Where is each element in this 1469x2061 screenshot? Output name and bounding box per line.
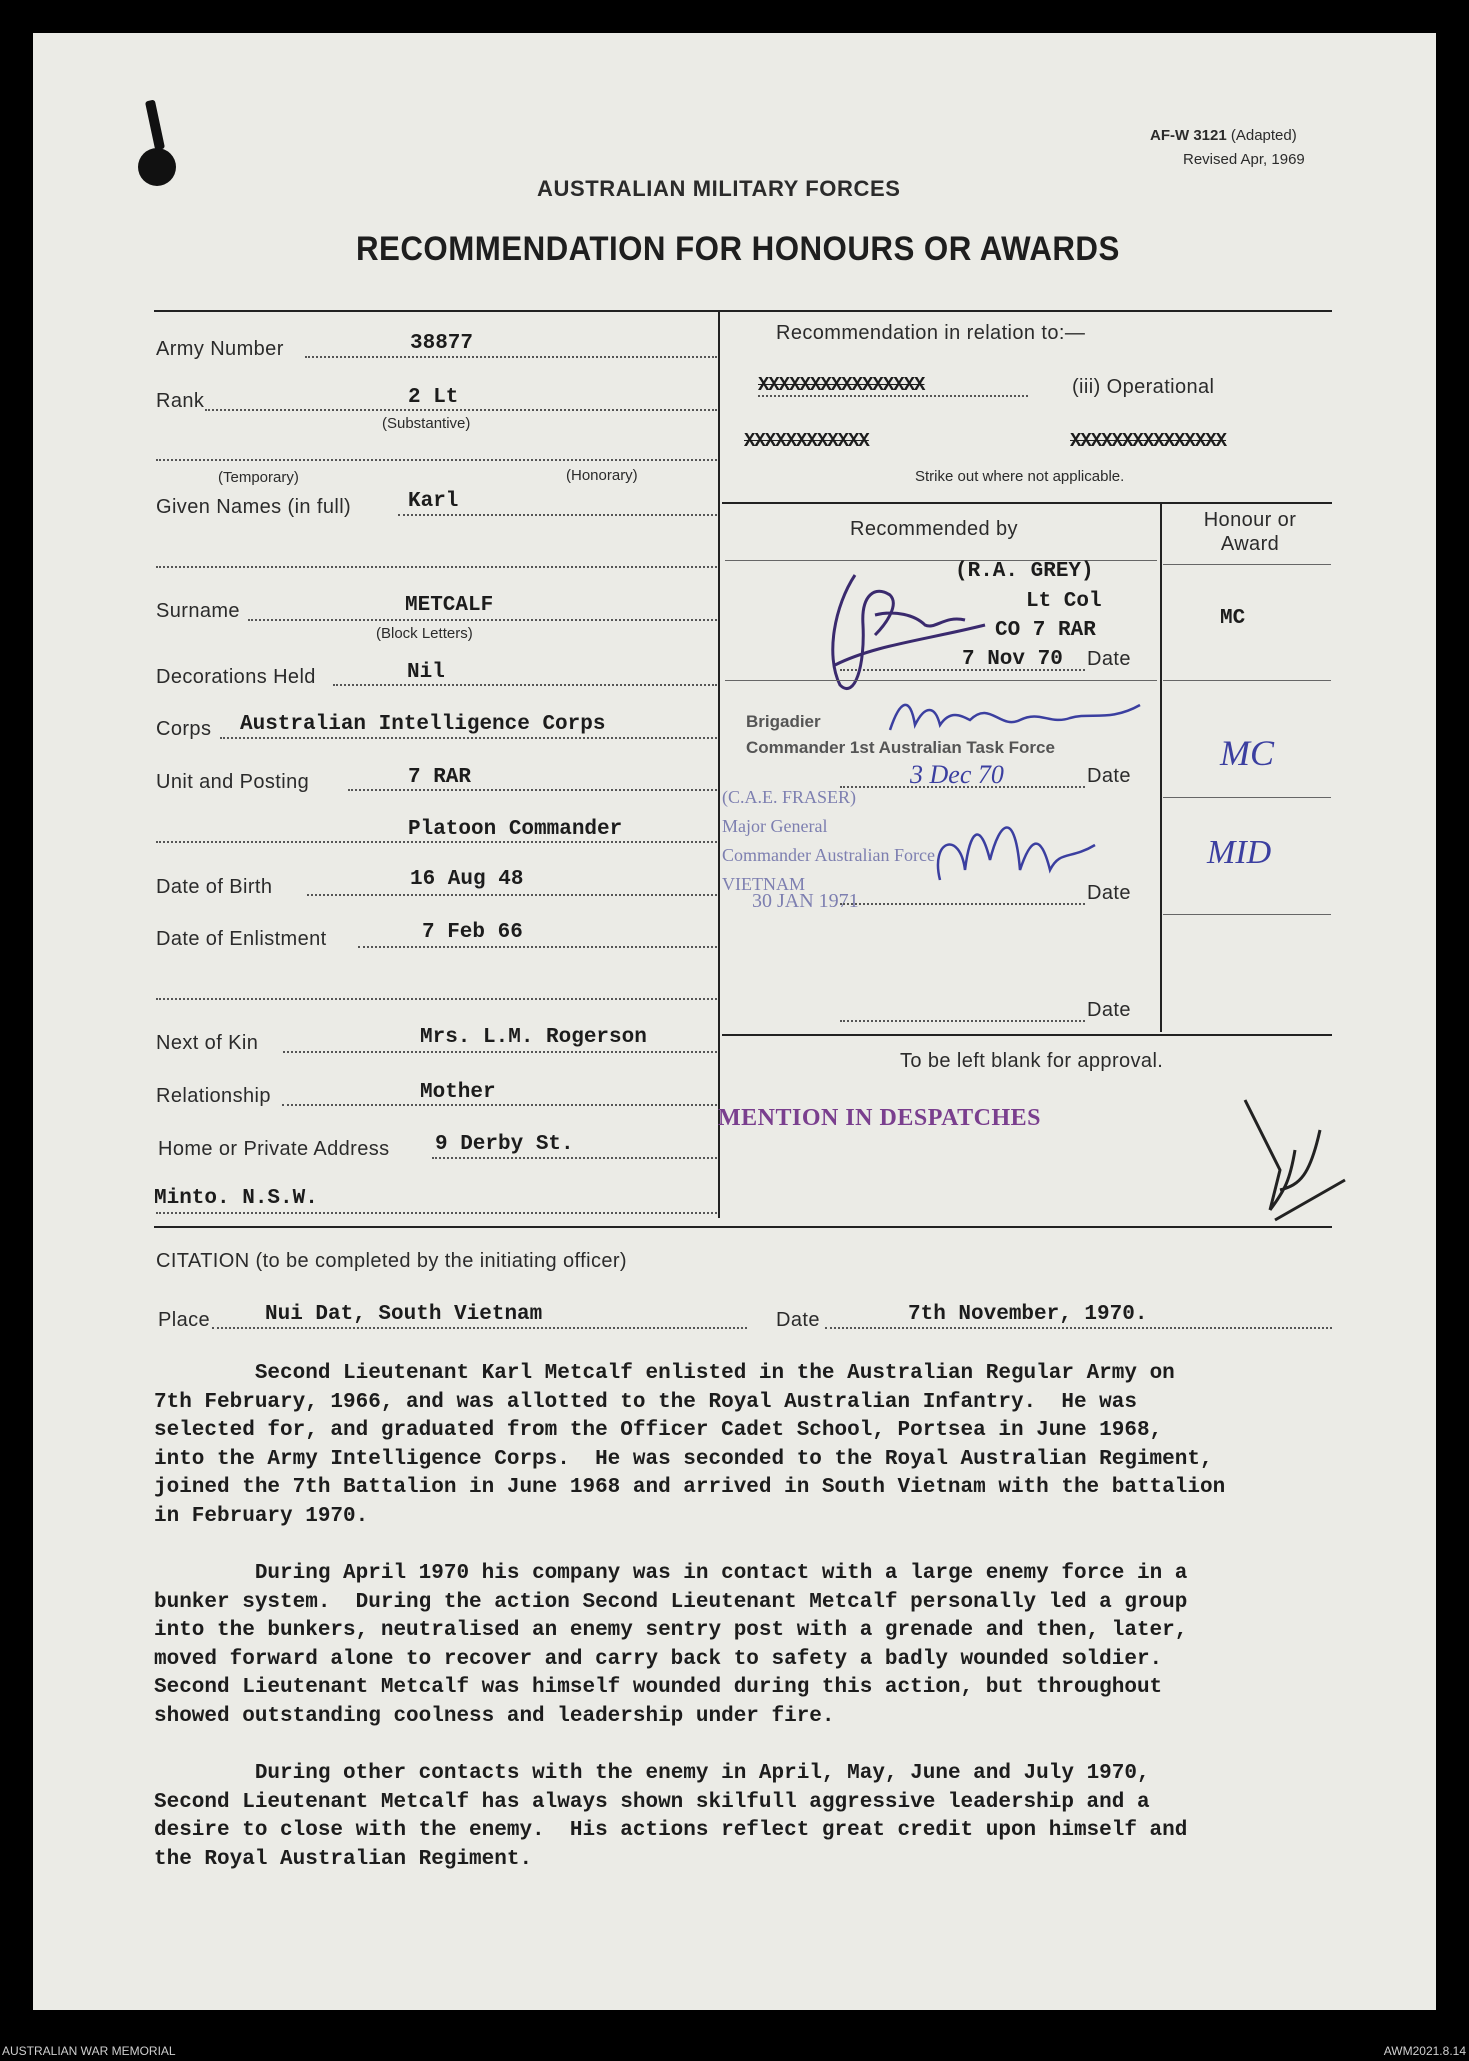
dob-dots: [307, 894, 717, 896]
given-names-dots: [398, 514, 717, 516]
row-2-top-line: [725, 680, 1157, 681]
recommender-4-date-dots: [840, 1020, 1085, 1022]
army-number-value: 38877: [410, 332, 474, 355]
recommender-2-date-dots: [840, 786, 1085, 788]
award-header-line: [1163, 564, 1331, 565]
citation-date-dots: [825, 1327, 1332, 1329]
org-title: AUSTRALIAN MILITARY FORCES: [537, 176, 901, 201]
recommender-3-place: VIETNAM: [722, 874, 805, 894]
decorations-value: Nil: [407, 661, 445, 684]
signature-henderson: [880, 690, 1150, 740]
army-number-dots: [305, 356, 717, 358]
recommender-2-title2: Commander 1st Australian Task Force: [746, 738, 1055, 757]
relationship-label: Relationship: [156, 1085, 271, 1107]
recommended-by-header: Recommended by: [850, 518, 1018, 540]
recommender-1-date-label: Date: [1087, 648, 1131, 670]
unit-value: 7 RAR: [408, 766, 472, 789]
struck-option-1: XXXXXXXXXXXXXXXX: [758, 374, 925, 396]
citation-date-label: Date: [776, 1309, 820, 1331]
decorations-label: Decorations Held: [156, 666, 316, 688]
recommender-3-date: 30 JAN 1971: [752, 890, 859, 912]
citation-paragraph-1: Second Lieutenant Karl Metcalf enlisted in the Australian Regular Army on 7th February, 1966, and was allotted to the Royal Australian Infantry. He was selected for, and graduated from the Officer Cadet School, Portsea in June 1968, into the Army Intelligence Corps. He was seconded to the Royal Australian Regiment, joined the 7th Battalion in June 1968 and arrived in South Vietnam with the battalion in February 1970.: [154, 1362, 1226, 1528]
award-row-2-line: [1163, 680, 1331, 681]
corps-label: Corps: [156, 718, 212, 740]
approval-stamp: MENTION IN DESPATCHES: [718, 1105, 1041, 1131]
blank-dots: [156, 998, 717, 1000]
struck-option-2: XXXXXXXXXXXX: [744, 430, 869, 452]
honour-award-header: Honour or Award: [1203, 509, 1297, 555]
surname-value: METCALF: [405, 594, 494, 617]
corps-dots: [220, 737, 717, 739]
award-column-divider: [1160, 502, 1162, 1032]
citation-paragraph-2: During April 1970 his company was in contact with a large enemy force in a bunker system. During the action Second Lieutenant Metcalf personally led a group into the bunkers, neutralised an enemy sentry post with a grenade and then, later, moved forward alone to recover and carry back to safety a badly wounded soldier. Second Lieutenant Metcalf was himself wounded during this action, but throughout showed outstanding coolness and leadership under fire.: [154, 1562, 1188, 1728]
recommender-2-date-label: Date: [1087, 765, 1131, 787]
recommender-2-title1: Brigadier: [746, 712, 821, 731]
address-label: Home or Private Address: [158, 1138, 390, 1160]
honorary-caption: (Honorary): [566, 467, 638, 484]
given-names-value: Karl: [408, 490, 459, 513]
relationship-dots: [282, 1104, 717, 1106]
citation-place-value: Nui Dat, South Vietnam: [265, 1303, 543, 1326]
posting-value: Platoon Commander: [408, 818, 623, 841]
signature-grey: [815, 555, 995, 705]
decorations-dots: [333, 684, 717, 686]
temporary-caption: (Temporary): [218, 469, 299, 486]
recommender-3-name: (C.A.E. FRASER): [722, 787, 857, 807]
punch-hole-icon: [138, 148, 176, 186]
dob-value: 16 Aug 48: [410, 868, 524, 891]
relationship-value: Mother: [420, 1081, 496, 1104]
recommender-1-date: 7 Nov 70: [962, 648, 1063, 671]
recommender-3-title: Commander Australian Force: [722, 845, 935, 865]
citation-date-value: 7th November, 1970.: [908, 1303, 1148, 1326]
address-dots-2: [156, 1212, 717, 1214]
enlistment-value: 7 Feb 66: [422, 921, 523, 944]
award-row-3-line: [1163, 797, 1331, 798]
frame-divider: [718, 310, 720, 1218]
recommender-3-rank: Major General: [722, 816, 828, 836]
army-number-label: Army Number: [156, 338, 284, 360]
strike-note: Strike out where not applicable.: [915, 468, 1125, 485]
frame-top-line: [154, 310, 1332, 312]
citation-header: CITATION (to be completed by the initiating officer): [156, 1250, 627, 1272]
operational-label: (iii) Operational: [1072, 376, 1215, 398]
struck-option-1-dots: [758, 395, 1028, 397]
address-line1: 9 Derby St.: [435, 1133, 574, 1156]
surname-label: Surname: [156, 600, 240, 622]
recommender-3-date-dots: [840, 903, 1085, 905]
form-code: AF-W 3121 (Adapted): [1150, 127, 1297, 144]
page-title: RECOMMENDATION FOR HONOURS OR AWARDS: [356, 230, 1120, 268]
surname-dots: [248, 619, 717, 621]
recommender-4-date-label: Date: [1087, 999, 1131, 1021]
recommender-3-date-label: Date: [1087, 882, 1131, 904]
enlistment-dots: [358, 946, 717, 948]
posting-dots: [156, 841, 717, 843]
footer-left: AUSTRALIAN WAR MEMORIAL: [2, 2044, 176, 2058]
corps-value: Australian Intelligence Corps: [240, 713, 606, 736]
rank-dots: [205, 409, 717, 411]
rank-value: 2 Lt: [408, 386, 459, 409]
recommender-1-name: (R.A. GREY): [955, 560, 1094, 583]
signature-fraser: [920, 800, 1100, 910]
block-letters-caption: (Block Letters): [376, 625, 473, 642]
substantive-caption: (Substantive): [382, 415, 471, 432]
citation-place-label: Place: [158, 1309, 211, 1331]
nok-dots: [283, 1051, 717, 1053]
award-row-4-line: [1163, 914, 1331, 915]
footer-right: AWM2021.8.14: [1383, 2044, 1466, 2058]
given-names-label: Given Names (in full): [156, 496, 352, 518]
nok-label: Next of Kin: [156, 1032, 259, 1054]
dob-label: Date of Birth: [156, 876, 273, 898]
recommender-3-award: MID: [1207, 834, 1272, 871]
recommender-2-award: MC: [1220, 733, 1274, 773]
citation-paragraph-3: During other contacts with the enemy in April, May, June and July 1970, Second Lieutenant Metcalf has always shown skilfull aggressive leadership and a desire to close with the enemy. His actions reflect great credit upon himself and the Royal Australian Regiment.: [154, 1762, 1188, 1871]
approval-initials: [1240, 1090, 1350, 1230]
form-revised: Revised Apr, 1969: [1183, 151, 1305, 168]
address-dots: [432, 1157, 717, 1159]
given-names-dots-2: [156, 566, 717, 568]
struck-option-3: XXXXXXXXXXXXXXX: [1070, 430, 1227, 452]
temporary-dots: [156, 459, 717, 461]
recommendation-header: Recommendation in relation to:—: [776, 322, 1086, 344]
recommender-1-rank: Lt Col: [1026, 590, 1102, 613]
recommender-2-date: 3 Dec 70: [910, 760, 1004, 789]
unit-dots: [348, 789, 717, 791]
recommender-1-unit: CO 7 RAR: [995, 619, 1096, 642]
blank-approval-note: To be left blank for approval.: [900, 1050, 1164, 1072]
frame-bottom-line: [154, 1226, 1332, 1228]
recommended-top-line: [722, 502, 1332, 504]
citation-place-dots: [212, 1327, 747, 1329]
address-line2: Minto. N.S.W.: [154, 1187, 318, 1210]
approval-top-line: [722, 1034, 1332, 1036]
unit-posting-label: Unit and Posting: [156, 771, 310, 793]
recommender-1-award: MC: [1220, 607, 1246, 630]
enlistment-label: Date of Enlistment: [156, 928, 327, 950]
nok-value: Mrs. L.M. Rogerson: [420, 1026, 647, 1049]
rank-label: Rank: [156, 390, 205, 412]
